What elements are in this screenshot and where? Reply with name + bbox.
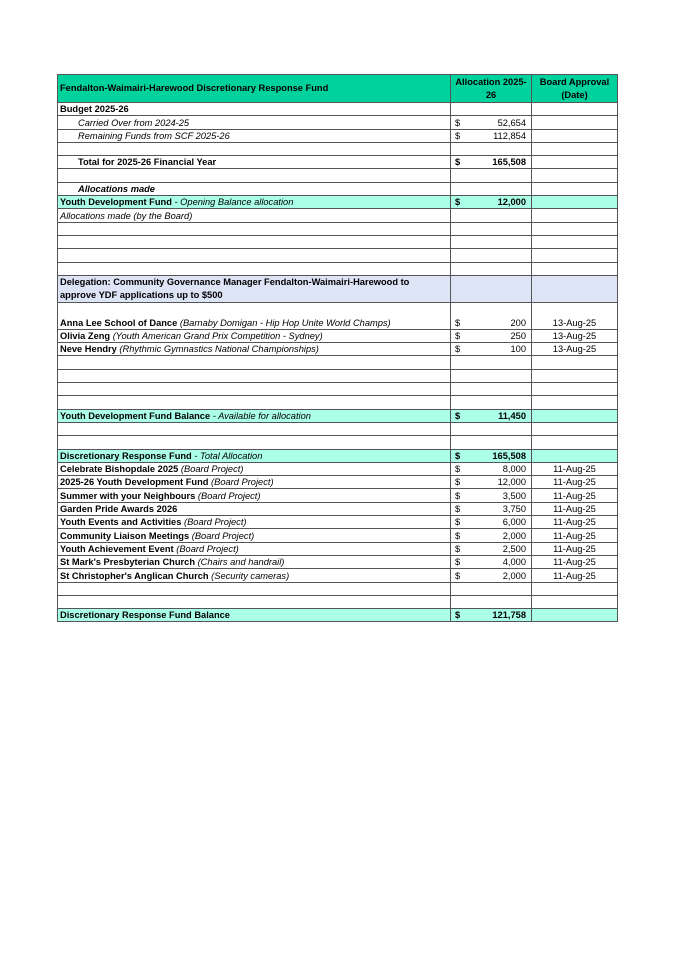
amount: 12,000 <box>497 477 526 488</box>
item-note: (Board Project) <box>189 530 255 541</box>
item-name: Youth Events and Activities <box>60 517 182 528</box>
currency-symbol: $ <box>455 477 461 488</box>
currency-symbol: $ <box>455 530 461 541</box>
amount: 100 <box>510 344 526 355</box>
drf-item-row <box>58 476 618 489</box>
item-note: (Board Project) <box>195 490 261 501</box>
fund-title: Fendalton-Waimairi-Harewood Discretionary Response Fund <box>58 75 451 103</box>
item-note: (Security cameras) <box>208 570 290 581</box>
amount: 2,500 <box>502 543 526 554</box>
empty-row <box>58 396 618 409</box>
currency-symbol: $ <box>455 543 461 554</box>
ydf-balance-name: Youth Development Fund Balance <box>60 410 211 421</box>
drf-item-row <box>58 462 618 475</box>
amount: 2,000 <box>502 570 526 581</box>
drf-item-row <box>58 489 618 502</box>
ydf-item-row <box>58 302 618 329</box>
amount: 11,450 <box>498 410 526 421</box>
item-name: Neve Hendry <box>60 344 117 355</box>
item-note: (Chairs and handrail) <box>195 557 285 568</box>
item-name: Youth Achievement Event <box>60 543 174 554</box>
drf-item-row <box>58 516 618 529</box>
amount: 200 <box>510 317 526 328</box>
currency-symbol: $ <box>455 557 461 568</box>
allocations-made-row <box>58 182 618 195</box>
budget-heading-row <box>58 103 618 116</box>
approval-date: 11-Aug-25 <box>532 516 618 529</box>
approval-date: 11-Aug-25 <box>532 542 618 555</box>
delegation-text: Delegation: Community Governance Manager Fendalton-Waimairi-Harewood to approve YDF applications up to $500 <box>58 275 451 302</box>
amount: 52,654 <box>497 117 526 128</box>
item-note: (Board Project) <box>181 517 247 528</box>
total-label: Total for 2025-26 Financial Year <box>58 156 451 169</box>
currency-symbol: $ <box>455 410 461 421</box>
approval-date: 13-Aug-25 <box>532 329 618 342</box>
amount: 165,508 <box>492 450 526 461</box>
amount: 3,500 <box>502 490 526 501</box>
amount: 165,508 <box>492 157 526 168</box>
ydf-balance-note: - Available for allocation <box>210 410 311 421</box>
item-name: 2025-26 Youth Development Fund <box>60 477 209 488</box>
board-allocations-row <box>58 209 618 222</box>
amount: 8,000 <box>502 464 526 475</box>
item-note: (Board Project) <box>173 543 239 554</box>
drf-total-row <box>58 449 618 462</box>
board-approval-column-header: Board Approval (Date) <box>532 75 618 103</box>
amount: 3,750 <box>502 504 526 515</box>
item-name: St Mark's Presbyterian Church <box>60 557 195 568</box>
item-name: St Christopher's Anglican Church <box>60 570 209 581</box>
empty-row <box>58 595 618 608</box>
drf-balance-name: Discretionary Response Fund Balance <box>58 609 451 622</box>
allocations-made-label: Allocations made <box>58 182 451 195</box>
item-name: Anna Lee School of Dance <box>60 317 178 328</box>
currency-symbol: $ <box>455 610 461 621</box>
empty-row <box>58 142 618 155</box>
drf-item-row <box>58 555 618 568</box>
drf-name: Discretionary Response Fund <box>60 450 192 461</box>
currency-symbol: $ <box>455 344 461 355</box>
allocation-column-header: Allocation 2025-26 <box>451 75 532 103</box>
item-note: (Youth American Grand Prix Competition - Sydney) <box>110 331 323 342</box>
drf-item-row <box>58 569 618 582</box>
empty-row <box>58 249 618 262</box>
item-name: Community Liaison Meetings <box>60 530 190 541</box>
item-name: Olivia Zeng <box>60 331 111 342</box>
approval-date: 11-Aug-25 <box>532 476 618 489</box>
item-note: (Board Project) <box>178 464 244 475</box>
amount: 6,000 <box>502 517 526 528</box>
ydf-balance-row <box>58 409 618 422</box>
budget-heading: Budget 2025-26 <box>58 103 451 116</box>
empty-row <box>58 235 618 248</box>
item-name: Garden Pride Awards 2026 <box>60 504 178 515</box>
remaining-funds-label: Remaining Funds from SCF 2025-26 <box>58 129 451 142</box>
empty-row <box>58 222 618 235</box>
empty-row <box>58 262 618 275</box>
approval-date: 11-Aug-25 <box>532 502 618 515</box>
total-row <box>58 156 618 169</box>
ydf-item-row <box>58 343 618 356</box>
currency-symbol: $ <box>455 157 461 168</box>
currency-symbol: $ <box>455 570 461 581</box>
drf-item-row <box>58 502 618 515</box>
approval-date: 11-Aug-25 <box>532 569 618 582</box>
empty-row <box>58 369 618 382</box>
amount: 112,854 <box>493 130 526 141</box>
remaining-funds-row <box>58 129 618 142</box>
ydf-opening-row <box>58 196 618 209</box>
empty-row <box>58 356 618 369</box>
ydf-item-row <box>58 329 618 342</box>
item-name: Summer with your Neighbours <box>60 490 196 501</box>
currency-symbol: $ <box>455 197 461 208</box>
board-allocations-label: Allocations made (by the Board) <box>58 209 451 222</box>
approval-date: 11-Aug-25 <box>532 555 618 568</box>
approval-date: 11-Aug-25 <box>532 462 618 475</box>
drf-note: - Total Allocation <box>191 450 263 461</box>
header-row <box>58 75 618 103</box>
amount: 4,000 <box>502 557 526 568</box>
item-name: Celebrate Bishopdale 2025 <box>60 464 179 475</box>
amount: 250 <box>510 331 526 342</box>
drf-item-row <box>58 529 618 542</box>
drf-item-row <box>58 542 618 555</box>
approval-date: 13-Aug-25 <box>532 302 618 329</box>
empty-row <box>58 383 618 396</box>
currency-symbol: $ <box>455 331 461 342</box>
empty-row <box>58 436 618 449</box>
ydf-name: Youth Development Fund <box>60 197 172 208</box>
currency-symbol: $ <box>455 517 461 528</box>
currency-symbol: $ <box>455 464 461 475</box>
empty-row <box>58 582 618 595</box>
currency-symbol: $ <box>455 450 461 461</box>
item-note: (Rhythmic Gymnastics National Championships) <box>116 344 319 355</box>
item-note: (Board Project) <box>208 477 274 488</box>
empty-row <box>58 169 618 182</box>
currency-symbol: $ <box>455 504 461 515</box>
drf-balance-row <box>58 609 618 622</box>
amount: 2,000 <box>502 530 526 541</box>
amount: 121,758 <box>492 610 526 621</box>
currency-symbol: $ <box>455 317 461 328</box>
approval-date: 11-Aug-25 <box>532 529 618 542</box>
approval-date: 13-Aug-25 <box>532 343 618 356</box>
empty-row <box>58 422 618 435</box>
delegation-row <box>58 275 618 302</box>
amount: 12,000 <box>497 197 526 208</box>
carried-over-label: Carried Over from 2024-25 <box>58 116 451 129</box>
carried-over-row <box>58 116 618 129</box>
currency-symbol: $ <box>455 117 461 128</box>
currency-symbol: $ <box>455 490 461 501</box>
approval-date: 11-Aug-25 <box>532 489 618 502</box>
currency-symbol: $ <box>455 130 461 141</box>
item-note: (Barnaby Domigan - Hip Hop Unite World Champs) <box>177 317 391 328</box>
fund-table <box>57 74 618 622</box>
ydf-note: - Opening Balance allocation <box>171 197 294 208</box>
